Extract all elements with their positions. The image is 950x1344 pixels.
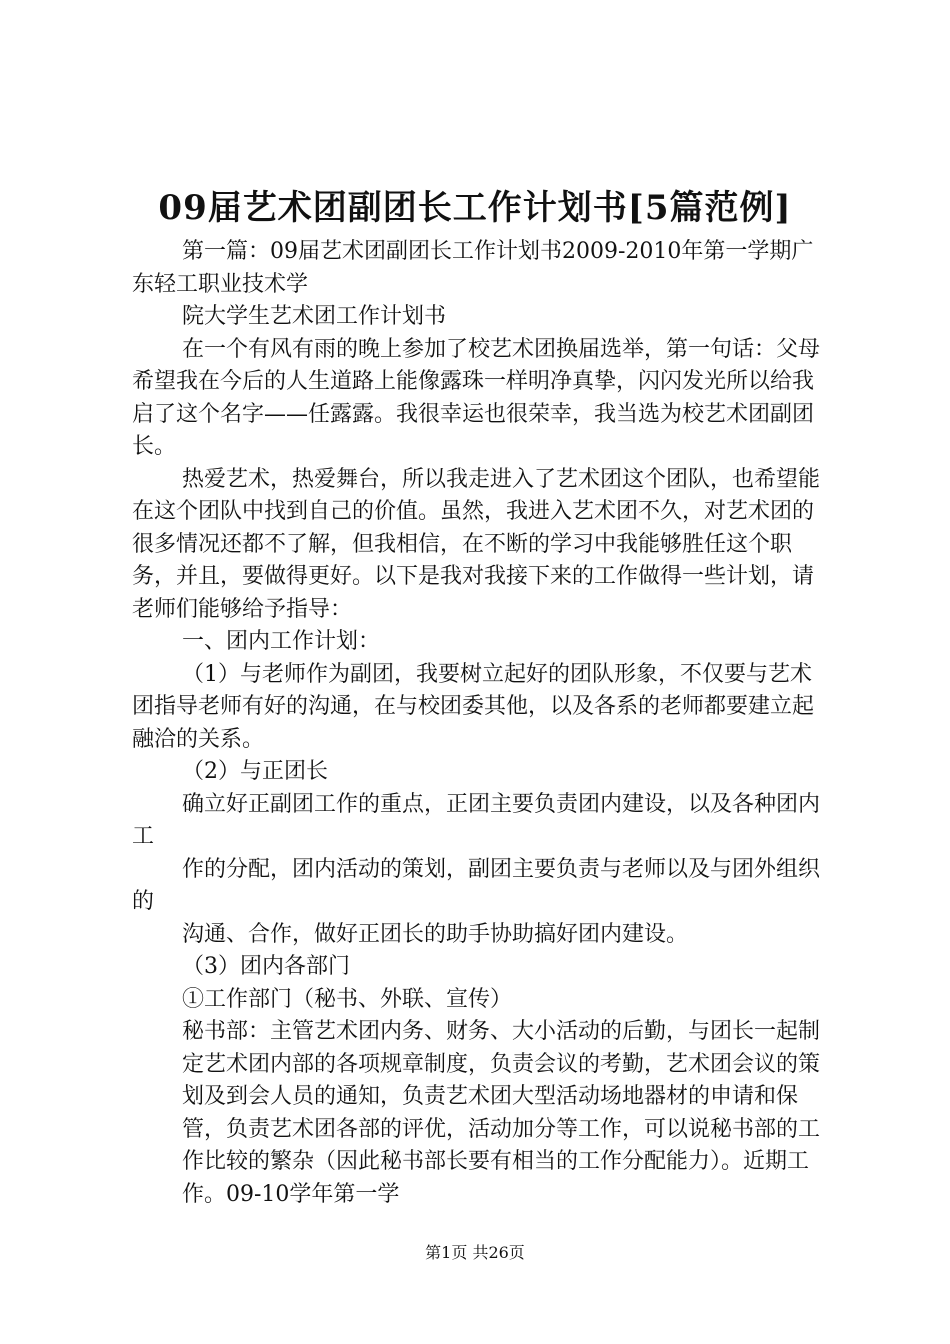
paragraph: 院大学生艺术团工作计划书 — [182, 304, 447, 329]
paragraph: 在一个有风有雨的晚上参加了校艺术团换届选举，第一句话：父母希望我在今后的人生道路上能像露珠一样明净真挚，闪闪发光所以给我启了这个名字——任露露。我很幸运也很荣幸，我当选为校艺术团副团长。 — [132, 336, 821, 459]
paragraph: 热爱艺术，热爱舞台，所以我走进入了艺术团这个团队，也希望能在这个团队中找到自己的价值。虽然，我进入艺术团不久，对艺术团的很多情况还都不了解，但我相信，在不断的学习中我能够胜任这个职务，并且，要做得更好。以下是我对我接下来的工作做得一些计划，请老师们能够给予指导： — [132, 466, 821, 622]
paragraph: 作的分配，团内活动的策划，副团主要负责与老师以及与团外组织的 — [132, 856, 821, 914]
section-heading: 一、团内工作计划： — [182, 629, 381, 654]
document-title: 09届艺术团副团长工作计划书[5篇范例] — [158, 188, 792, 228]
paragraph: 确立好正副团工作的重点，正团主要负责团内建设，以及各种团内工 — [132, 791, 821, 849]
subsection-heading: （2）与正团长 — [182, 759, 328, 784]
paragraph: 第一篇：09届艺术团副团长工作计划书2009-2010年第一学期广东轻工职业技术学 — [132, 239, 814, 297]
document-body — [132, 236, 832, 1211]
subsection-heading: ①工作部门（秘书、外联、宣传） — [182, 986, 513, 1012]
paragraph: 沟通、合作，做好正团长的助手协助搞好团内建设。 — [182, 921, 689, 947]
page-footer: 第1页 共26页 — [425, 1243, 525, 1262]
subsection-heading: （3）团内各部门 — [182, 954, 350, 979]
paragraph: （1）与老师作为副团，我要树立起好的团队形象，不仅要与艺术团指导老师有好的沟通，在与校团委其他，以及各系的老师都要建立起融洽的关系。 — [132, 661, 815, 752]
paragraph: 秘书部：主管艺术团内务、财务、大小活动的后勤，与团长一起制 — [182, 1019, 821, 1044]
paragraph: 定艺术团内部的各项规章制度，负责会议的考勤，艺术团会议的策划及到会人员的通知，负责艺术团大型活动场地器材的申请和保管，负责艺术团各部的评优，活动加分等工作，可以说秘书部的工作比较的繁杂（因此秘书部长要有相当的工作分配能力）。近期工作。09-10学年第一学 — [182, 1051, 821, 1207]
